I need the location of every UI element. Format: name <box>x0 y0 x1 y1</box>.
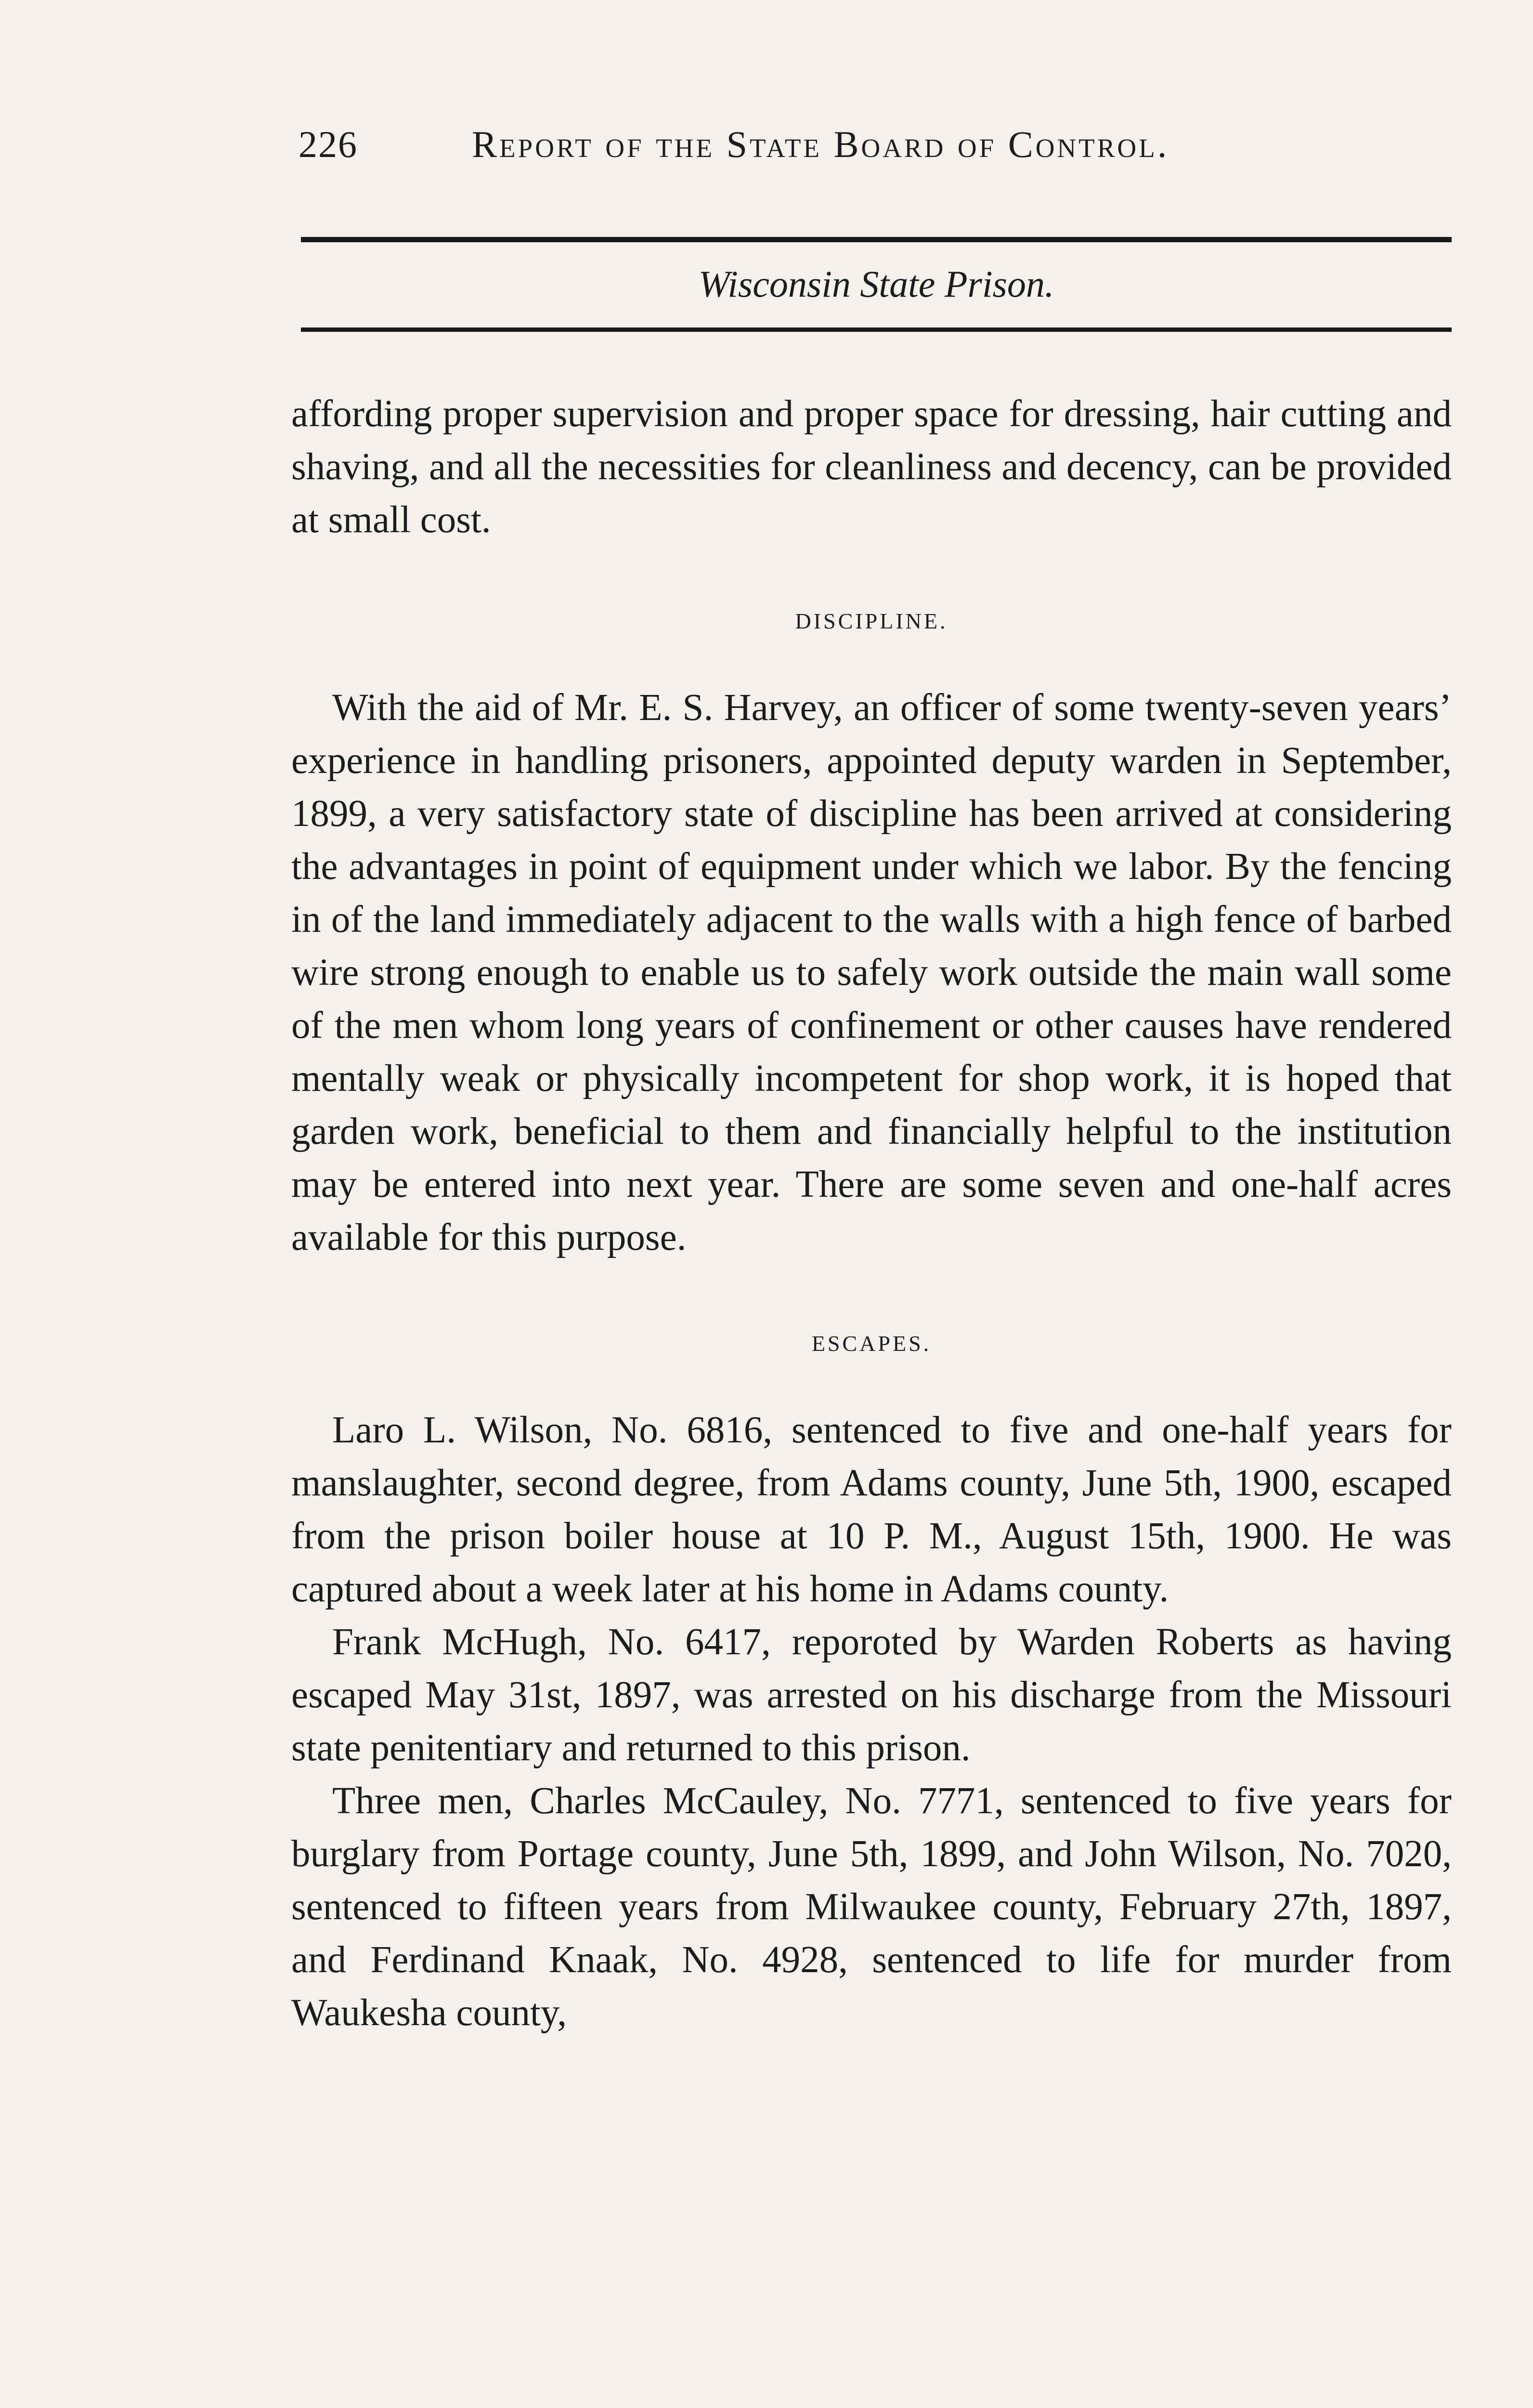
escape-paragraph-three-men: Three men, Charles McCauley, No. 7771, sentenced to five years for burglary from Portage county, June 5th, 1899, and John Wilson, No. 7020, sentenced to fifteen years from Milwaukee county, February 27th, 1897, and Ferdinand Knaak, No. 4928, sentenced to life for murder from Waukesha county, <box>291 1780 1452 2034</box>
body-text <box>291 388 1452 2040</box>
discipline-paragraph: With the aid of Mr. E. S. Harvey, an officer of some twenty-seven years’ experience in handling prisoners, appointed deputy warden in September, 1899, a very satisfactory state of discipline has been arrived at considering the advantages in point of equipment under which we labor. By the fencing in of the land immediately adjacent to the walls with a high fence of barbed wire strong enough to enable us to safely work outside the main wall some of the men whom long years of confinement or other causes have rendered mentally weak or physically incompetent for shop work, it is hoped that garden work, beneficial to them and financially helpful to the institution may be entered into next year. There are some seven and one-half acres available for this purpose. <box>291 687 1452 1258</box>
page-header <box>299 118 1449 181</box>
intro-paragraph: affording proper supervision and proper space for dressing, hair cutting and shaving, and all the necessities for cleanliness and decency, can be provided at small cost. <box>291 393 1452 541</box>
header-rule-bottom <box>301 327 1452 332</box>
section-title: Wisconsin State Prison. <box>698 263 1054 305</box>
discipline-heading: DISCIPLINE. <box>795 609 948 633</box>
header-rule-top <box>301 237 1452 242</box>
page-number: 226 <box>299 123 358 165</box>
escape-paragraph-wilson: Laro L. Wilson, No. 6816, sentenced to five and one-half years for manslaughter, second degree, from Adams county, June 5th, 1900, escaped from the prison boiler house at 10 P. M., August 15th, 1900. He was captured about a week later at his home in Adams county. <box>291 1409 1452 1610</box>
running-title: Report of the State Board of Control. <box>472 123 1169 165</box>
escapes-heading: ESCAPES. <box>811 1331 932 1356</box>
escape-paragraph-mchugh: Frank McHugh, No. 6417, reporoted by Warden Roberts as having escaped May 31st, 1897, was arrested on his discharge from the Missouri state penitentiary and returned to this prison. <box>291 1621 1452 1769</box>
